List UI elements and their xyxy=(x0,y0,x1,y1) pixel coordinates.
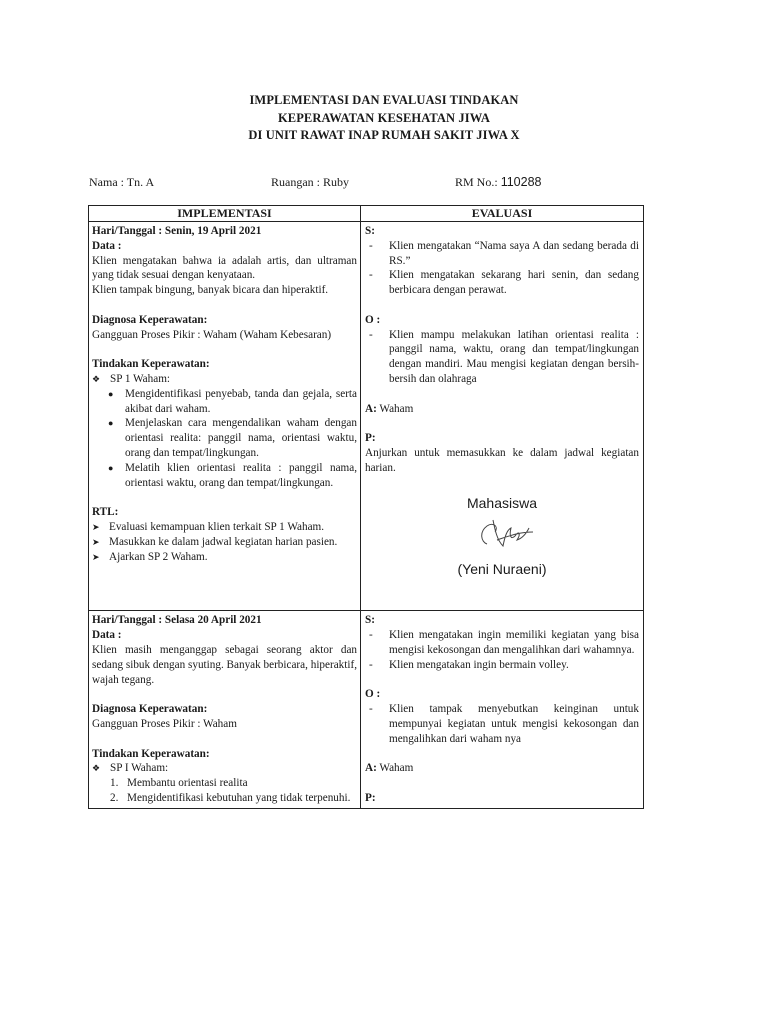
signature-icon xyxy=(457,514,547,558)
table-row xyxy=(89,222,644,611)
data-label: Data : xyxy=(92,239,122,252)
list-item: - Klien mengatakan “Nama saya A dan sedang berada di RS.” xyxy=(369,239,639,267)
list-item: - Klien mengatakan ingin memiliki kegiatan yang bisa mengisi kekosongan dan mengalihkan dari wahamnya. xyxy=(369,629,639,656)
dot-bullet-icon: ● xyxy=(108,418,114,429)
p-label: P: xyxy=(365,432,376,445)
action-label: Tindakan Keperawatan: xyxy=(92,747,210,760)
rtl-label: RTL: xyxy=(92,506,119,519)
data-label: Data : xyxy=(92,629,122,642)
date-heading: Hari/Tanggal : Senin, 19 April 2021 xyxy=(92,225,262,237)
table-header-row xyxy=(89,206,644,222)
handwritten-signature xyxy=(365,514,639,558)
title-line-1: IMPLEMENTASI DAN EVALUASI TINDAKAN xyxy=(249,93,519,107)
list-item: ➤ Ajarkan SP 2 Waham. xyxy=(92,550,208,563)
a-label: A: xyxy=(365,402,377,415)
implementation-evaluation-table xyxy=(88,205,644,809)
dot-bullet-icon: ● xyxy=(108,388,114,399)
arrow-bullet-icon: ➤ xyxy=(92,551,100,562)
patient-room: Ruangan : Ruby xyxy=(271,175,349,189)
header-evaluasi: EVALUASI xyxy=(361,206,644,222)
title-line-3: DI UNIT RAWAT INAP RUMAH SAKIT JIWA X xyxy=(248,128,520,142)
list-item: - Klien tampak menyebutkan keinginan untuk mempunyai kegiatan untuk mengisi kekosongan dan mengalihkan dari waham nya xyxy=(369,703,639,745)
evaluation-cell xyxy=(361,222,644,611)
title-line-2: KEPERAWATAN KESEHATAN JIWA xyxy=(277,110,491,125)
rm-label: RM No.: xyxy=(455,175,498,189)
document-title xyxy=(0,92,768,145)
diagnosis-label: Diagnosa Keperawatan: xyxy=(92,703,208,716)
sp-heading: ❖ SP 1 Waham: xyxy=(92,372,171,385)
list-item: 1. Membantu orientasi realita xyxy=(110,777,248,790)
list-item: ➤ Evaluasi kemampuan klien terkait SP 1 Waham. xyxy=(92,520,325,533)
a-label: A: xyxy=(365,762,377,775)
o-label: O : xyxy=(365,313,381,326)
table-row xyxy=(89,611,644,808)
list-item: - Klien mampu melakukan latihan orientasi realita : panggil nama, waktu, orang dan tempat/lingkungan dengan mandiri. Mau mengisi kegiatan dengan bersih-bersih dan olahraga xyxy=(369,328,639,385)
sp-heading: ❖ SP I Waham: xyxy=(92,762,169,775)
diamond-bullet-icon: ❖ xyxy=(92,373,101,384)
data-text: Klien tampak bingung, banyak bicara dan hiperaktif. xyxy=(92,284,329,297)
implementation-cell xyxy=(89,222,361,611)
diamond-bullet-icon: ❖ xyxy=(92,763,101,774)
list-item: 2. Mengidentifikasi kebutuhan yang tidak terpenuhi. xyxy=(110,791,351,804)
o-label: O : xyxy=(365,688,381,701)
diagnosis-text: Gangguan Proses Pikir : Waham (Waham Kebesaran) xyxy=(92,328,332,341)
assessment-text: Waham xyxy=(379,402,414,415)
dot-bullet-icon: ● xyxy=(108,462,114,473)
date-heading: Hari/Tanggal : Selasa 20 April 2021 xyxy=(92,614,262,627)
evaluation-cell xyxy=(361,611,644,808)
list-item: ● Melatih klien orientasi realita : panggil nama, orientasi waktu, orang dan tempat/lingkungan. xyxy=(108,461,357,489)
data-text: Klien mengatakan bahwa ia adalah artis, dan ultraman yang tidak sesuai dengan kenyataan. xyxy=(92,254,357,282)
rm-number: 110288 xyxy=(500,175,542,189)
assessment xyxy=(365,402,639,417)
assessment xyxy=(365,761,639,776)
diagnosis-label: Diagnosa Keperawatan: xyxy=(92,313,208,326)
s-label: S: xyxy=(365,225,375,237)
header-implementasi: IMPLEMENTASI xyxy=(89,206,361,222)
arrow-bullet-icon: ➤ xyxy=(92,521,100,532)
list-item: - Klien mengatakan sekarang hari senin, dan sedang berbicara dengan perawat. xyxy=(369,269,639,297)
diagnosis-text: Gangguan Proses Pikir : Waham xyxy=(92,717,237,730)
signer-name: (Yeni Nuraeni) xyxy=(457,561,547,578)
data-text: Klien masih menganggap sebagai seorang aktor dan sedang sibuk dengan syuting. Banyak berbicara, hiperaktif, wajah tegang. xyxy=(92,643,358,686)
list-item: ● Mengidentifikasi penyebab, tanda dan gejala, serta akibat dari waham. xyxy=(108,387,357,415)
signer-role: Mahasiswa xyxy=(466,494,538,511)
list-item: ● Menjelaskan cara mengendalikan waham dengan orientasi realita: panggil nama, orientasi waktu, orang dan tempat/lingkungan. xyxy=(108,417,357,459)
p-label: P: xyxy=(365,791,376,804)
action-label: Tindakan Keperawatan: xyxy=(92,358,210,371)
plan-text: Anjurkan untuk memasukkan ke dalam jadwal kegiatan harian. xyxy=(365,446,639,474)
patient-name: Nama : Tn. A xyxy=(89,175,155,189)
implementation-cell xyxy=(89,611,361,808)
signature-block xyxy=(365,496,639,578)
arrow-bullet-icon: ➤ xyxy=(92,536,100,547)
assessment-text: Waham xyxy=(379,762,414,775)
s-label: S: xyxy=(365,614,375,627)
patient-rm xyxy=(455,175,541,190)
list-item: ➤ Masukkan ke dalam jadwal kegiatan harian pasien. xyxy=(92,535,338,548)
list-item: - Klien mengatakan ingin bermain volley. xyxy=(369,658,569,671)
